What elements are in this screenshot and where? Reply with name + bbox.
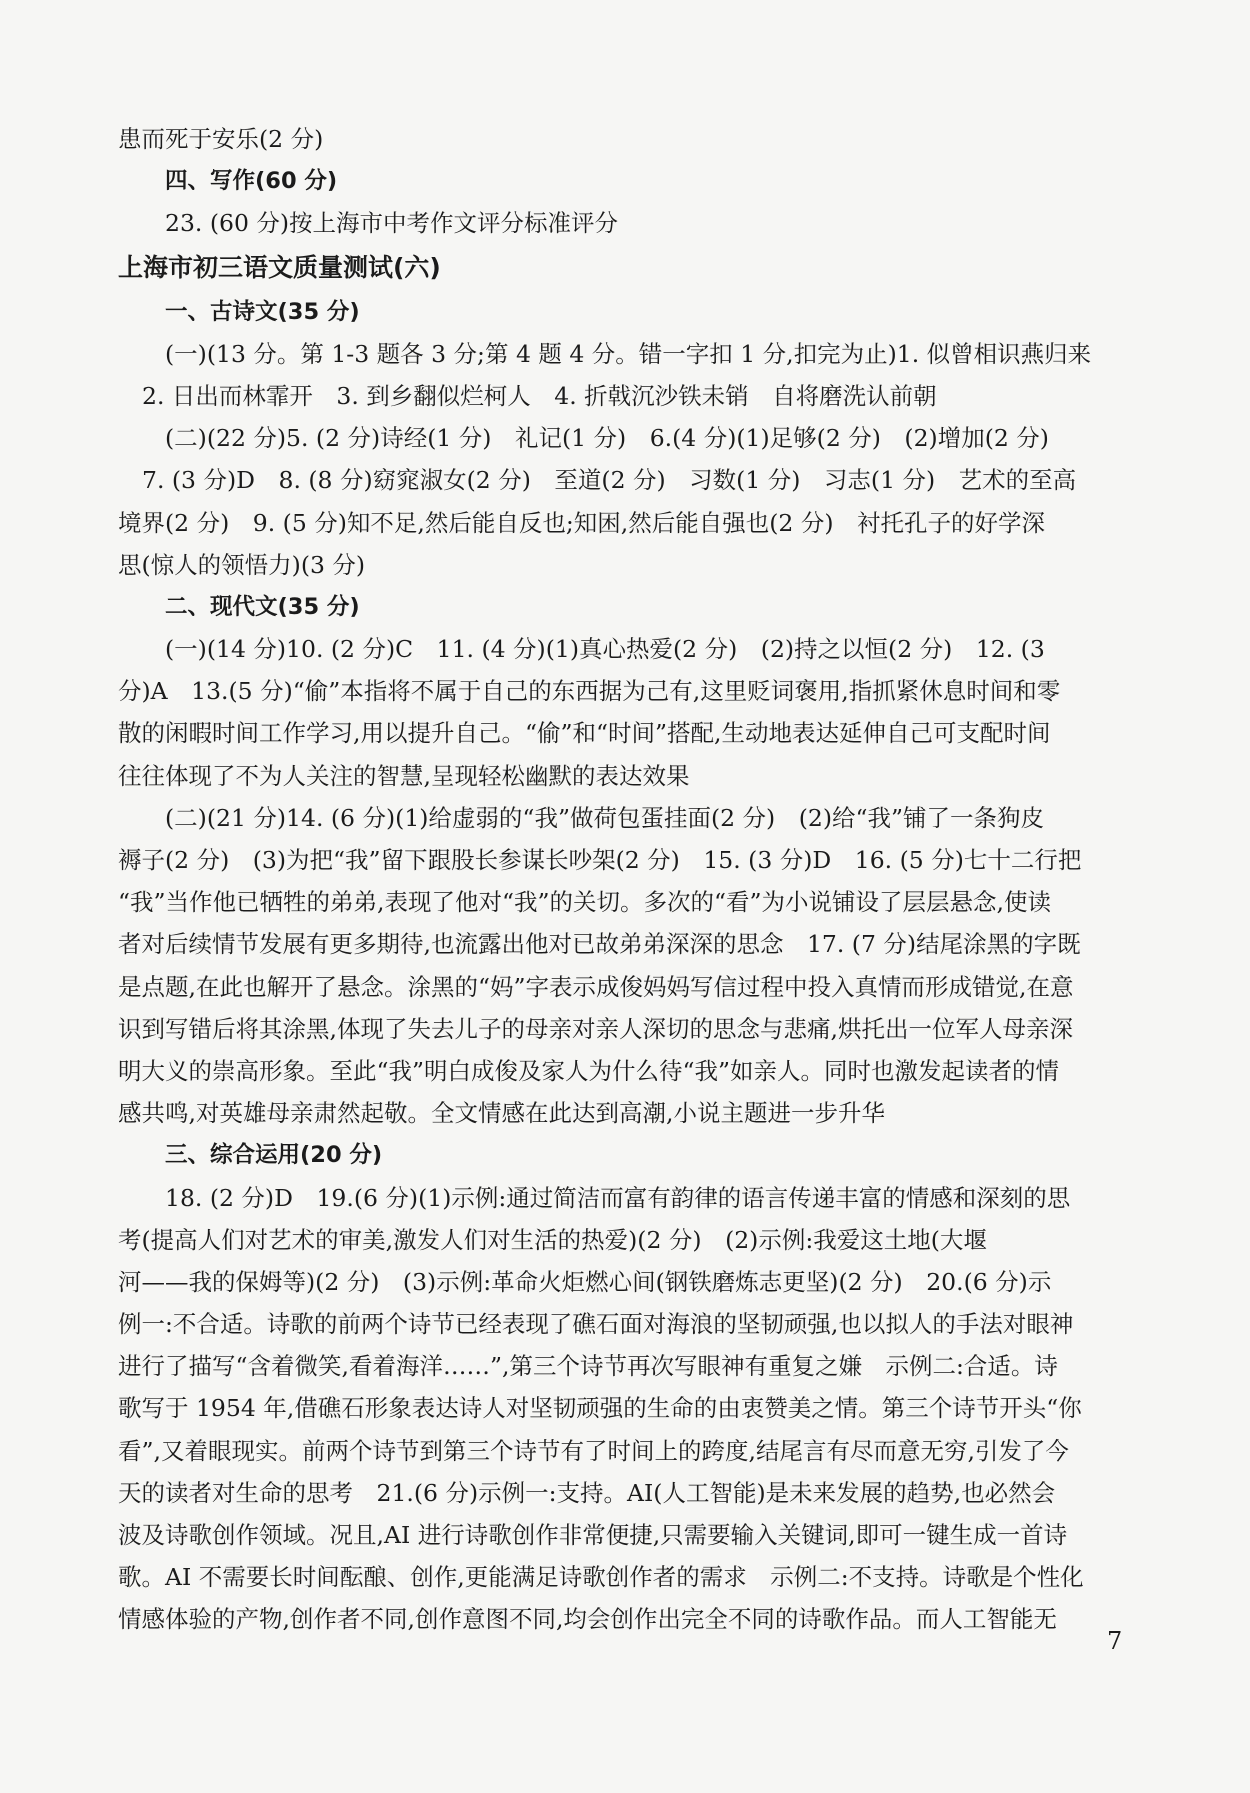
text-line: 是点题,在此也解开了悬念。涂黑的“妈”字表示成俊妈妈写信过程中投入真情而形成错觉,在意 bbox=[118, 972, 1074, 1001]
text-line: 考(提高人们对艺术的审美,激发人们对生活的热爱)(2 分) (2)示例:我爱这土地(大堰 bbox=[118, 1225, 987, 1254]
section-heading: 二、现代文(35 分) bbox=[165, 593, 360, 620]
text-line: 者对后续情节发展有更多期待,也流露出他对已故弟弟深深的思念 17. (7 分)结尾涂黑的字既 bbox=[118, 930, 1081, 959]
text-line: 明大义的崇高形象。至此“我”明白成俊及家人为什么待“我”如亲人。同时也激发起读者的情 bbox=[118, 1056, 1060, 1085]
text-line: 例一:不合适。诗歌的前两个诗节已经表现了礁石面对海浪的坚韧顽强,也以拟人的手法对眼神 bbox=[118, 1310, 1074, 1339]
test-title: 上海市初三语文质量测试(六) bbox=[118, 252, 441, 282]
text-line: 看”,又着眼现实。前两个诗节到第三个诗节有了时间上的跨度,结尾言有尽而意无穷,引发了今 bbox=[118, 1436, 1069, 1465]
text-line: 河——我的保姆等)(2 分) (3)示例:革命火炬燃心间(钢铁磨炼志更坚)(2 分) 20.(6 分)示 bbox=[118, 1267, 1052, 1296]
text-line: 歌写于 1954 年,借礁石形象表达诗人对坚韧顽强的生命的由衷赞美之情。第三个诗节开头“你 bbox=[118, 1394, 1082, 1423]
section-heading: 四、写作(60 分) bbox=[165, 168, 338, 195]
section-heading: 三、综合运用(20 分) bbox=[165, 1142, 383, 1169]
answer-key-body bbox=[118, 118, 1138, 1641]
text-line: 思(惊人的领悟力)(3 分) bbox=[118, 550, 366, 579]
text-line: 分)A 13.(5 分)“偷”本指将不属于自己的东西据为己有,这里贬词褒用,指抓紧休息时间和零 bbox=[118, 677, 1061, 706]
text-line: 7. (3 分)D 8. (8 分)窈窕淑女(2 分) 至道(2 分) 习数(1 分) 习志(1 分) 艺术的至高 bbox=[142, 466, 1077, 495]
text-line: 进行了描写“含着微笑,看着海洋……”,第三个诗节再次写眼神有重复之嫌 示例二:合适。诗 bbox=[118, 1352, 1058, 1381]
text-line: 境界(2 分) 9. (5 分)知不足,然后能自反也;知困,然后能自强也(2 分) 衬托孔子的好学深 bbox=[118, 508, 1046, 537]
paragraph-start-line: (二)(21 分)14. (6 分)(1)给虚弱的“我”做荷包蛋挂面(2 分) (2)给“我”铺了一条狗皮 bbox=[165, 803, 1045, 832]
text-line: 歌。AI 不需要长时间酝酿、创作,更能满足诗歌创作者的需求 示例二:不支持。诗歌是个性化 bbox=[118, 1563, 1084, 1592]
paragraph-start-line: (二)(22 分)5. (2 分)诗经(1 分) 礼记(1 分) 6.(4 分)(1)足够(2 分) (2)增加(2 分) bbox=[165, 424, 1049, 453]
page-number: 7 bbox=[1107, 1627, 1123, 1655]
text-line: 2. 日出而林霏开 3. 到乡翻似烂柯人 4. 折戟沉沙铁未销 自将磨洗认前朝 bbox=[142, 381, 937, 410]
text-line: 褥子(2 分) (3)为把“我”留下跟股长参谋长吵架(2 分) 15. (3 分)D 16. (5 分)七十二行把 bbox=[118, 846, 1082, 874]
text-line: 患而死于安乐(2 分) bbox=[118, 125, 324, 153]
paragraph-start-line: 23. (60 分)按上海市中考作文评分标准评分 bbox=[165, 209, 619, 238]
text-line: 情感体验的产物,创作者不同,创作意图不同,均会创作出完全不同的诗歌作品。而人工智能无 bbox=[118, 1605, 1057, 1634]
text-line: 识到写错后将其涂黑,体现了失去儿子的母亲对亲人深切的思念与悲痛,烘托出一位军人母亲深 bbox=[118, 1014, 1073, 1043]
section-heading: 一、古诗文(35 分) bbox=[165, 298, 360, 325]
text-line: 散的闲暇时间工作学习,用以提升自己。“偷”和“时间”搭配,生动地表达延伸自己可支配时间 bbox=[118, 719, 1051, 748]
paragraph-start-line: 18. (2 分)D 19.(6 分)(1)示例:通过简洁而富有韵律的语言传递丰富的情感和深刻的思 bbox=[165, 1183, 1071, 1212]
text-line: 感共鸣,对英雄母亲肃然起敬。全文情感在此达到高潮,小说主题进一步升华 bbox=[118, 1099, 885, 1128]
paragraph-start-line: (一)(13 分。第 1-3 题各 3 分;第 4 题 4 分。错一字扣 1 分,扣完为止)1. 似曾相识燕归来 bbox=[165, 339, 1092, 368]
paragraph-start-line: (一)(14 分)10. (2 分)C 11. (4 分)(1)真心热爱(2 分) (2)持之以恒(2 分) 12. (3 bbox=[165, 635, 1045, 664]
text-line: 往往体现了不为人关注的智慧,呈现轻松幽默的表达效果 bbox=[118, 761, 690, 790]
text-line: 天的读者对生命的思考 21.(6 分)示例一:支持。AI(人工智能)是未来发展的趋势,也必然会 bbox=[118, 1478, 1056, 1507]
text-line: “我”当作他已牺牲的弟弟,表现了他对“我”的关切。多次的“看”为小说铺设了层层悬念,使读 bbox=[118, 888, 1052, 917]
text-line: 波及诗歌创作领域。况且,AI 进行诗歌创作非常便捷,只需要输入关键词,即可一键生成一首诗 bbox=[118, 1521, 1068, 1549]
